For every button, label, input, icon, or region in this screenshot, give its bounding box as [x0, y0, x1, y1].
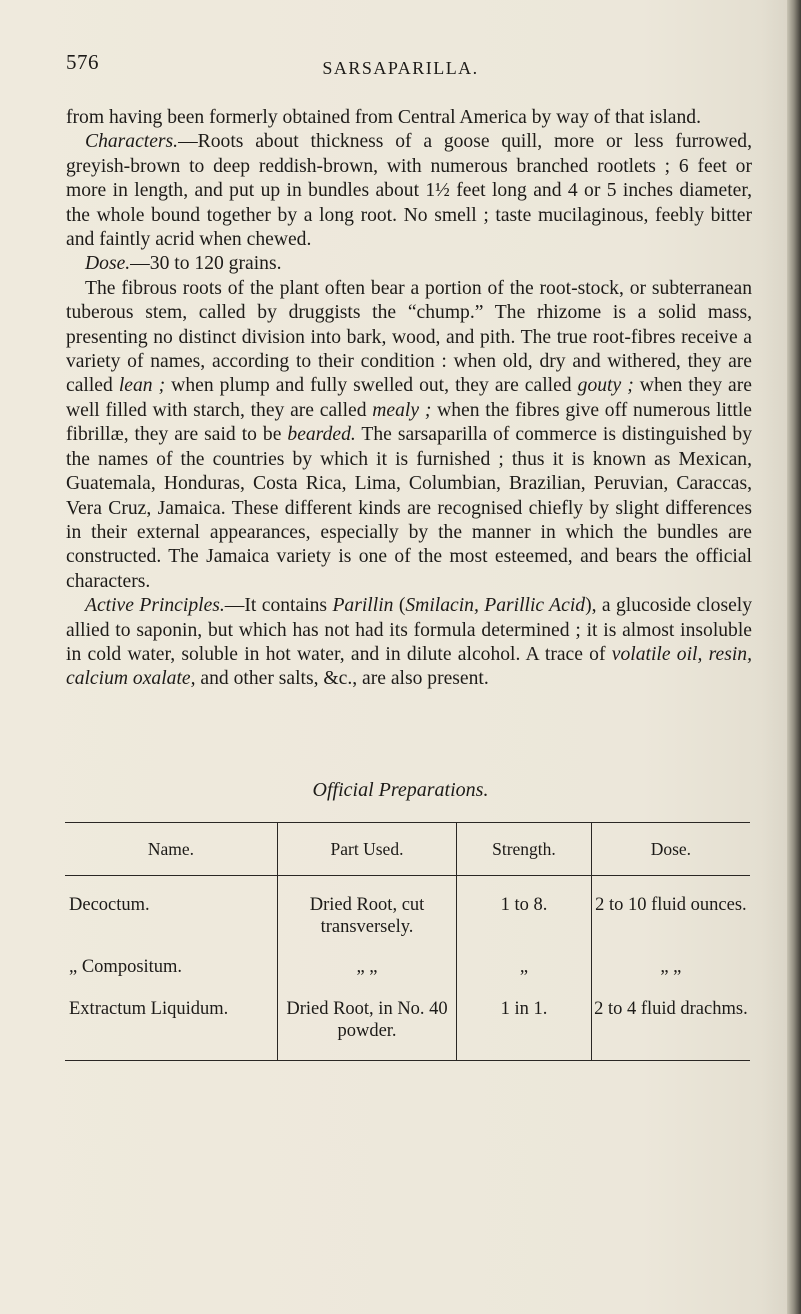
page-number: 576: [66, 50, 99, 74]
body-text: [66, 106, 752, 692]
text-run: The fibrous roots of the plant often bear a portion of the root-stock, or subterranean tuberous stem, called by druggists the “chump.” The rhizome is a solid mass, presenting no distinct division into bark, wood, and pith. The true root-fibres receive a variety of names, according to their condition : when old, dry and withered, they are called: [66, 277, 752, 397]
cell-strength: 1 to 8.: [457, 876, 592, 957]
text-run: ), a glucoside closely allied to saponin, but which has not had its formula determined ; it is almost insoluble in cold water, soluble in hot water, and in dilute alcohol. A trace of: [66, 595, 753, 665]
preparations-heading: Official Preparations.: [312, 779, 489, 801]
paragraph-dose: [66, 252, 752, 276]
cell-part-used: „ „: [277, 956, 456, 998]
running-title: SARSAPARILLA.: [322, 58, 479, 78]
cell-name: „ Compositum.: [69, 957, 183, 977]
cell-part-used: Dried Root, in No. 40 powder.: [277, 998, 456, 1061]
cell-dose: „ „: [591, 956, 750, 998]
cell-name: Extractum Liquidum.: [65, 998, 277, 1061]
italic-text-run: volatile oil, resin, calcium oxalate,: [66, 643, 752, 690]
text-run: —It contains: [224, 595, 333, 617]
cell-dose: 2 to 10 fluid ounces.: [591, 876, 750, 957]
column-header-strength: Strength.: [457, 823, 592, 876]
italic-text-run: Characters.: [85, 131, 179, 153]
paragraph-continuation: [66, 106, 752, 130]
text-run: when they are well filled with starch, they are called: [66, 375, 752, 421]
italic-text-run: lean ;: [118, 375, 166, 397]
text-run: from having been formerly obtained from Central America by way of that island.: [66, 107, 701, 128]
page-edge-shadow: [787, 0, 801, 1314]
cell-dose: 2 to 4 fluid drachms.: [591, 998, 750, 1061]
italic-text-run: mealy ;: [372, 399, 432, 421]
text-run: and other salts, &c., are also present.: [195, 668, 489, 690]
column-header-dose: Dose.: [591, 823, 750, 876]
italic-text-run: bearded.: [287, 424, 356, 446]
paragraph-fibrous-roots: [66, 277, 752, 594]
text-run: when the fibres give off numerous little fibrillæ, they are said to be: [66, 399, 752, 446]
cell-name: Decoctum.: [69, 895, 150, 915]
italic-text-run: gouty ;: [577, 375, 634, 397]
table-row: [65, 876, 750, 957]
text-run: —Roots about thickness of a goose quill, more or less furrowed, greyish-brown to deep reddish-brown, with numerous branched rootlets ; 6 feet or more in length, and put up in bundles about 1½ feet long and 4 or 5 inches diameter, the whole bound together by a long root. No smell ; taste mucilaginous, feebly bitter and faintly acrid when chewed.: [66, 131, 752, 251]
paragraph-characters: [66, 130, 752, 252]
preparations-table: [65, 822, 750, 1061]
paragraph-active-principles: [66, 594, 752, 692]
italic-text-run: Smilacin, Parillic Acid: [405, 595, 586, 617]
table-row: [65, 956, 750, 998]
text-run: (: [393, 595, 406, 617]
text-run: when plump and fully swelled out, they are called: [165, 375, 578, 397]
column-header-name: Name.: [65, 823, 277, 876]
table-header-row: [65, 823, 750, 876]
text-run: The sarsaparilla of commerce is distinguished by the names of the countries by which it is furnished ; thus it is known as Mexican, Guatemala, Honduras, Costa Rica, Lima, Columbian, Brazilian, Peruvian, Caraccas, Vera Cruz, Jamaica. These different kinds are recognised chiefly by slight differences in their external appearances, especially by the manner in which the bundles are constructed. The Jamaica variety is one of the most esteemed, and bears the official characters.: [66, 424, 752, 592]
italic-text-run: Dose.: [85, 253, 131, 275]
table-row: [65, 998, 750, 1061]
cell-part-used: Dried Root, cut transversely.: [277, 876, 456, 957]
italic-text-run: Active Principles.: [85, 595, 225, 617]
cell-strength: „: [457, 956, 592, 998]
cell-strength: 1 in 1.: [457, 998, 592, 1061]
italic-text-run: Parillin: [332, 595, 394, 617]
column-header-part-used: Part Used.: [277, 823, 456, 876]
text-run: —30 to 120 grains.: [130, 253, 282, 275]
